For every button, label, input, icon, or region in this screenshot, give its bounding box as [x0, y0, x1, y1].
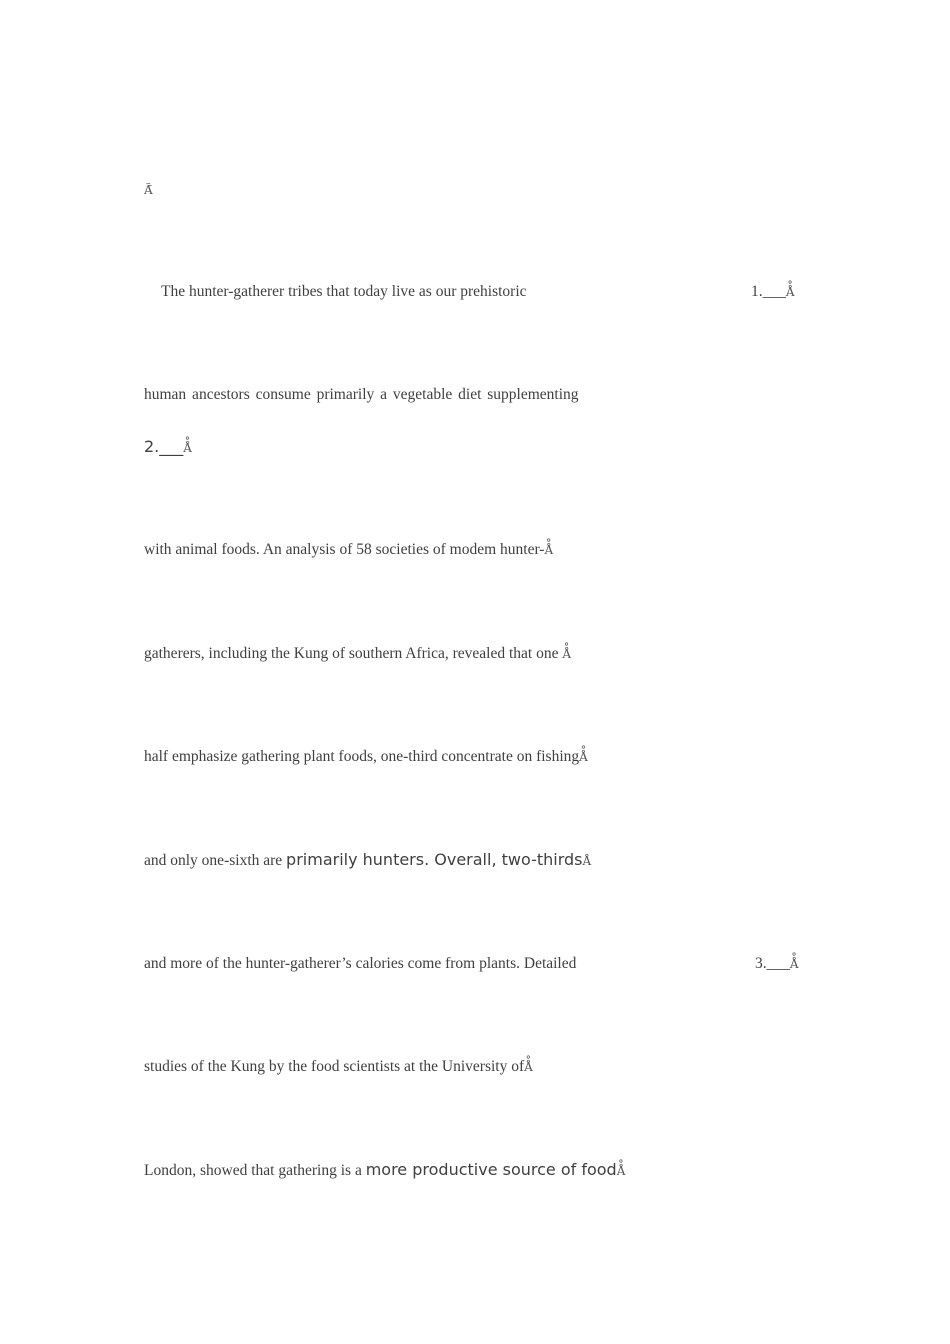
line-mark: Å̊ — [544, 543, 554, 557]
line-mark: Å̊ — [183, 441, 192, 455]
margin-label: 1.___ — [751, 283, 786, 300]
text-line-3 — [144, 540, 553, 560]
line-mark: Å — [582, 854, 592, 868]
line-text-sans: more productive source of food — [365, 1160, 617, 1179]
top-mark: Ã̃ — [144, 183, 153, 197]
margin-number-3 — [755, 954, 799, 974]
text-line-7 — [144, 954, 576, 974]
line-mark: Å̊ — [579, 750, 588, 764]
text-line-8 — [144, 1057, 533, 1077]
line-text-sans: primarily hunters. Overall, two-thirds — [286, 850, 583, 869]
line-text-serif: and only one-sixth are — [144, 852, 287, 869]
margin-mark: Å̊ — [789, 957, 799, 971]
line-text: gatherers, including the Kung of southern Africa, revealed that one — [144, 645, 563, 662]
text-line-2 — [144, 385, 579, 405]
margin-label: 3.___ — [755, 955, 790, 972]
blank-number-2 — [144, 437, 192, 458]
line-text: with animal foods. An analysis of 58 societies of modem hunter- — [144, 541, 545, 558]
text-line-4 — [144, 644, 571, 664]
line-mark: Å̊ — [562, 647, 572, 661]
line-text: studies of the Kung by the food scientists at the University of — [144, 1058, 525, 1075]
line-text: human ancestors consume primarily a vegetable diet supplementing — [144, 386, 579, 403]
text-line-1 — [161, 282, 527, 302]
line-text: half emphasize gathering plant foods, one-third concentrate on fishing — [144, 748, 580, 765]
text-line-6 — [144, 850, 591, 871]
line-text: The hunter-gatherer tribes that today live as our prehistoric — [161, 283, 527, 300]
line-text: 2.___ — [144, 437, 184, 456]
margin-number-1 — [751, 282, 795, 302]
margin-mark: Å̊ — [785, 285, 795, 299]
text-line-9 — [144, 1160, 625, 1181]
line-mark: Å̊ — [616, 1164, 626, 1178]
line-text-serif: London, showed that gathering is a — [144, 1162, 366, 1179]
line-text: and more of the hunter-gatherer’s calories come from plants. Detailed — [144, 955, 577, 972]
text-line-5 — [144, 747, 588, 767]
line-mark: Å̊ — [524, 1060, 533, 1074]
